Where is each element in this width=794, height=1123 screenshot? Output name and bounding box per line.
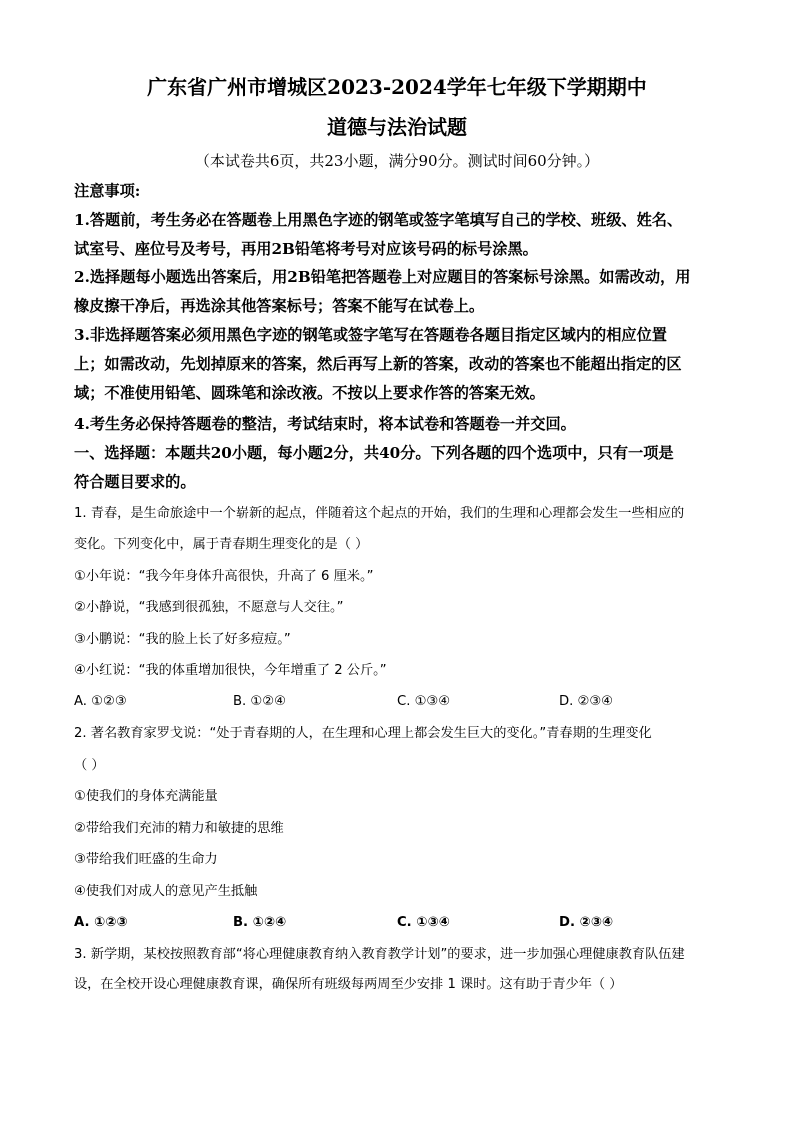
question-1-item-1: ①小年说：“我今年身体升高很快，升高了 6 厘米。”	[74, 569, 374, 584]
question-3-stem-cont: 设，在全校开设心理健康教育课，确保所有班级每两周至少安排 1 课时。这有助于青少年（ ）	[74, 977, 623, 992]
question-2-option-b: B. ①②④	[233, 915, 287, 930]
note-2-line-2: 橡皮擦干净后，再选涂其他答案标号；答案不能写在试卷上。	[74, 297, 485, 315]
question-1-option-a: A. ①②③	[74, 694, 127, 709]
question-1-stem-cont: 变化。下列变化中，属于青春期生理变化的是（ ）	[74, 537, 369, 552]
question-2-option-a: A. ①②③	[74, 915, 128, 930]
note-3-line-3: 域；不准使用铅笔、圆珠笔和涂改液。不按以上要求作答的答案无效。	[74, 384, 545, 402]
note-3-line-1: 3.非选择题答案必须用黑色字迹的钢笔或签字笔写在答题卷各题目指定区域内的相应位置	[74, 326, 667, 344]
note-1-line-2: 试室号、座位号及考号，再用2B铅笔将考号对应该号码的标号涂黑。	[74, 240, 538, 258]
question-2-item-4: ④使我们对成人的意见产生抵触	[74, 884, 258, 899]
question-2-stem-cont: （ ）	[74, 758, 105, 773]
question-1-item-3: ③小鹏说：“我的脸上长了好多痘痘。”	[74, 632, 291, 647]
question-2-option-d: D. ②③④	[559, 915, 614, 930]
question-1-item-2: ②小静说，“我感到很孤独，不愿意与人交往。”	[74, 600, 344, 615]
question-2-item-3: ③带给我们旺盛的生命力	[74, 852, 218, 867]
note-4-line-1: 4.考生务必保持答题卷的整洁，考试结束时，将本试卷和答题卷一并交回。	[74, 415, 576, 433]
question-1-option-b: B. ①②④	[233, 694, 286, 709]
notes-heading: 注意事项:	[74, 182, 141, 200]
question-2-stem: 2. 著名教育家罗戈说：“处于青春期的人，在生理和心理上都会发生巨大的变化。”青春期的生理变化	[74, 726, 652, 741]
question-2-option-c: C. ①③④	[397, 915, 450, 930]
note-2-line-1: 2.选择题每小题选出答案后，用2B铅笔把答题卷上对应题目的答案标号涂黑。如需改动，用	[74, 268, 691, 286]
question-2-options	[74, 914, 724, 932]
section-1-heading: 一、选择题：本题共20小题，每小题2分，共40分。下列各题的四个选项中，只有一项是	[74, 444, 674, 462]
exam-title: 广东省广州市增城区2023-2024学年七年级下学期期中	[147, 75, 647, 99]
question-2-item-2: ②带给我们充沛的精力和敏捷的思维	[74, 821, 284, 836]
section-1-heading-cont: 符合题目要求的。	[74, 473, 196, 491]
exam-subject-title: 道德与法治试题	[327, 115, 467, 139]
question-1-item-4: ④小红说：“我的体重增加很快，今年增重了 2 公斤。”	[74, 663, 387, 678]
exam-info: （本试卷共6页，共23小题，满分90分。测试时间60分钟。）	[194, 152, 600, 170]
question-1-option-d: D. ②③④	[559, 694, 614, 709]
note-3-line-2: 上；如需改动，先划掉原来的答案，然后再写上新的答案，改动的答案也不能超出指定的区	[74, 355, 682, 373]
question-3-stem: 3. 新学期，某校按照教育部“将心理健康教育纳入教育教学计划”的要求，进一步加强心理健康教育队伍建	[74, 947, 685, 962]
note-1-line-1: 1.答题前，考生务必在答题卷上用黑色字迹的钢笔或签字笔填写自己的学校、班级、姓名、	[74, 211, 683, 229]
question-1-stem: 1. 青春，是生命旅途中一个崭新的起点，伴随着这个起点的开始，我们的生理和心理都会发生一些相应的	[74, 506, 685, 521]
question-1-option-c: C. ①③④	[397, 694, 451, 709]
question-1-options	[74, 693, 724, 711]
question-2-item-1: ①使我们的身体充满能量	[74, 789, 218, 804]
